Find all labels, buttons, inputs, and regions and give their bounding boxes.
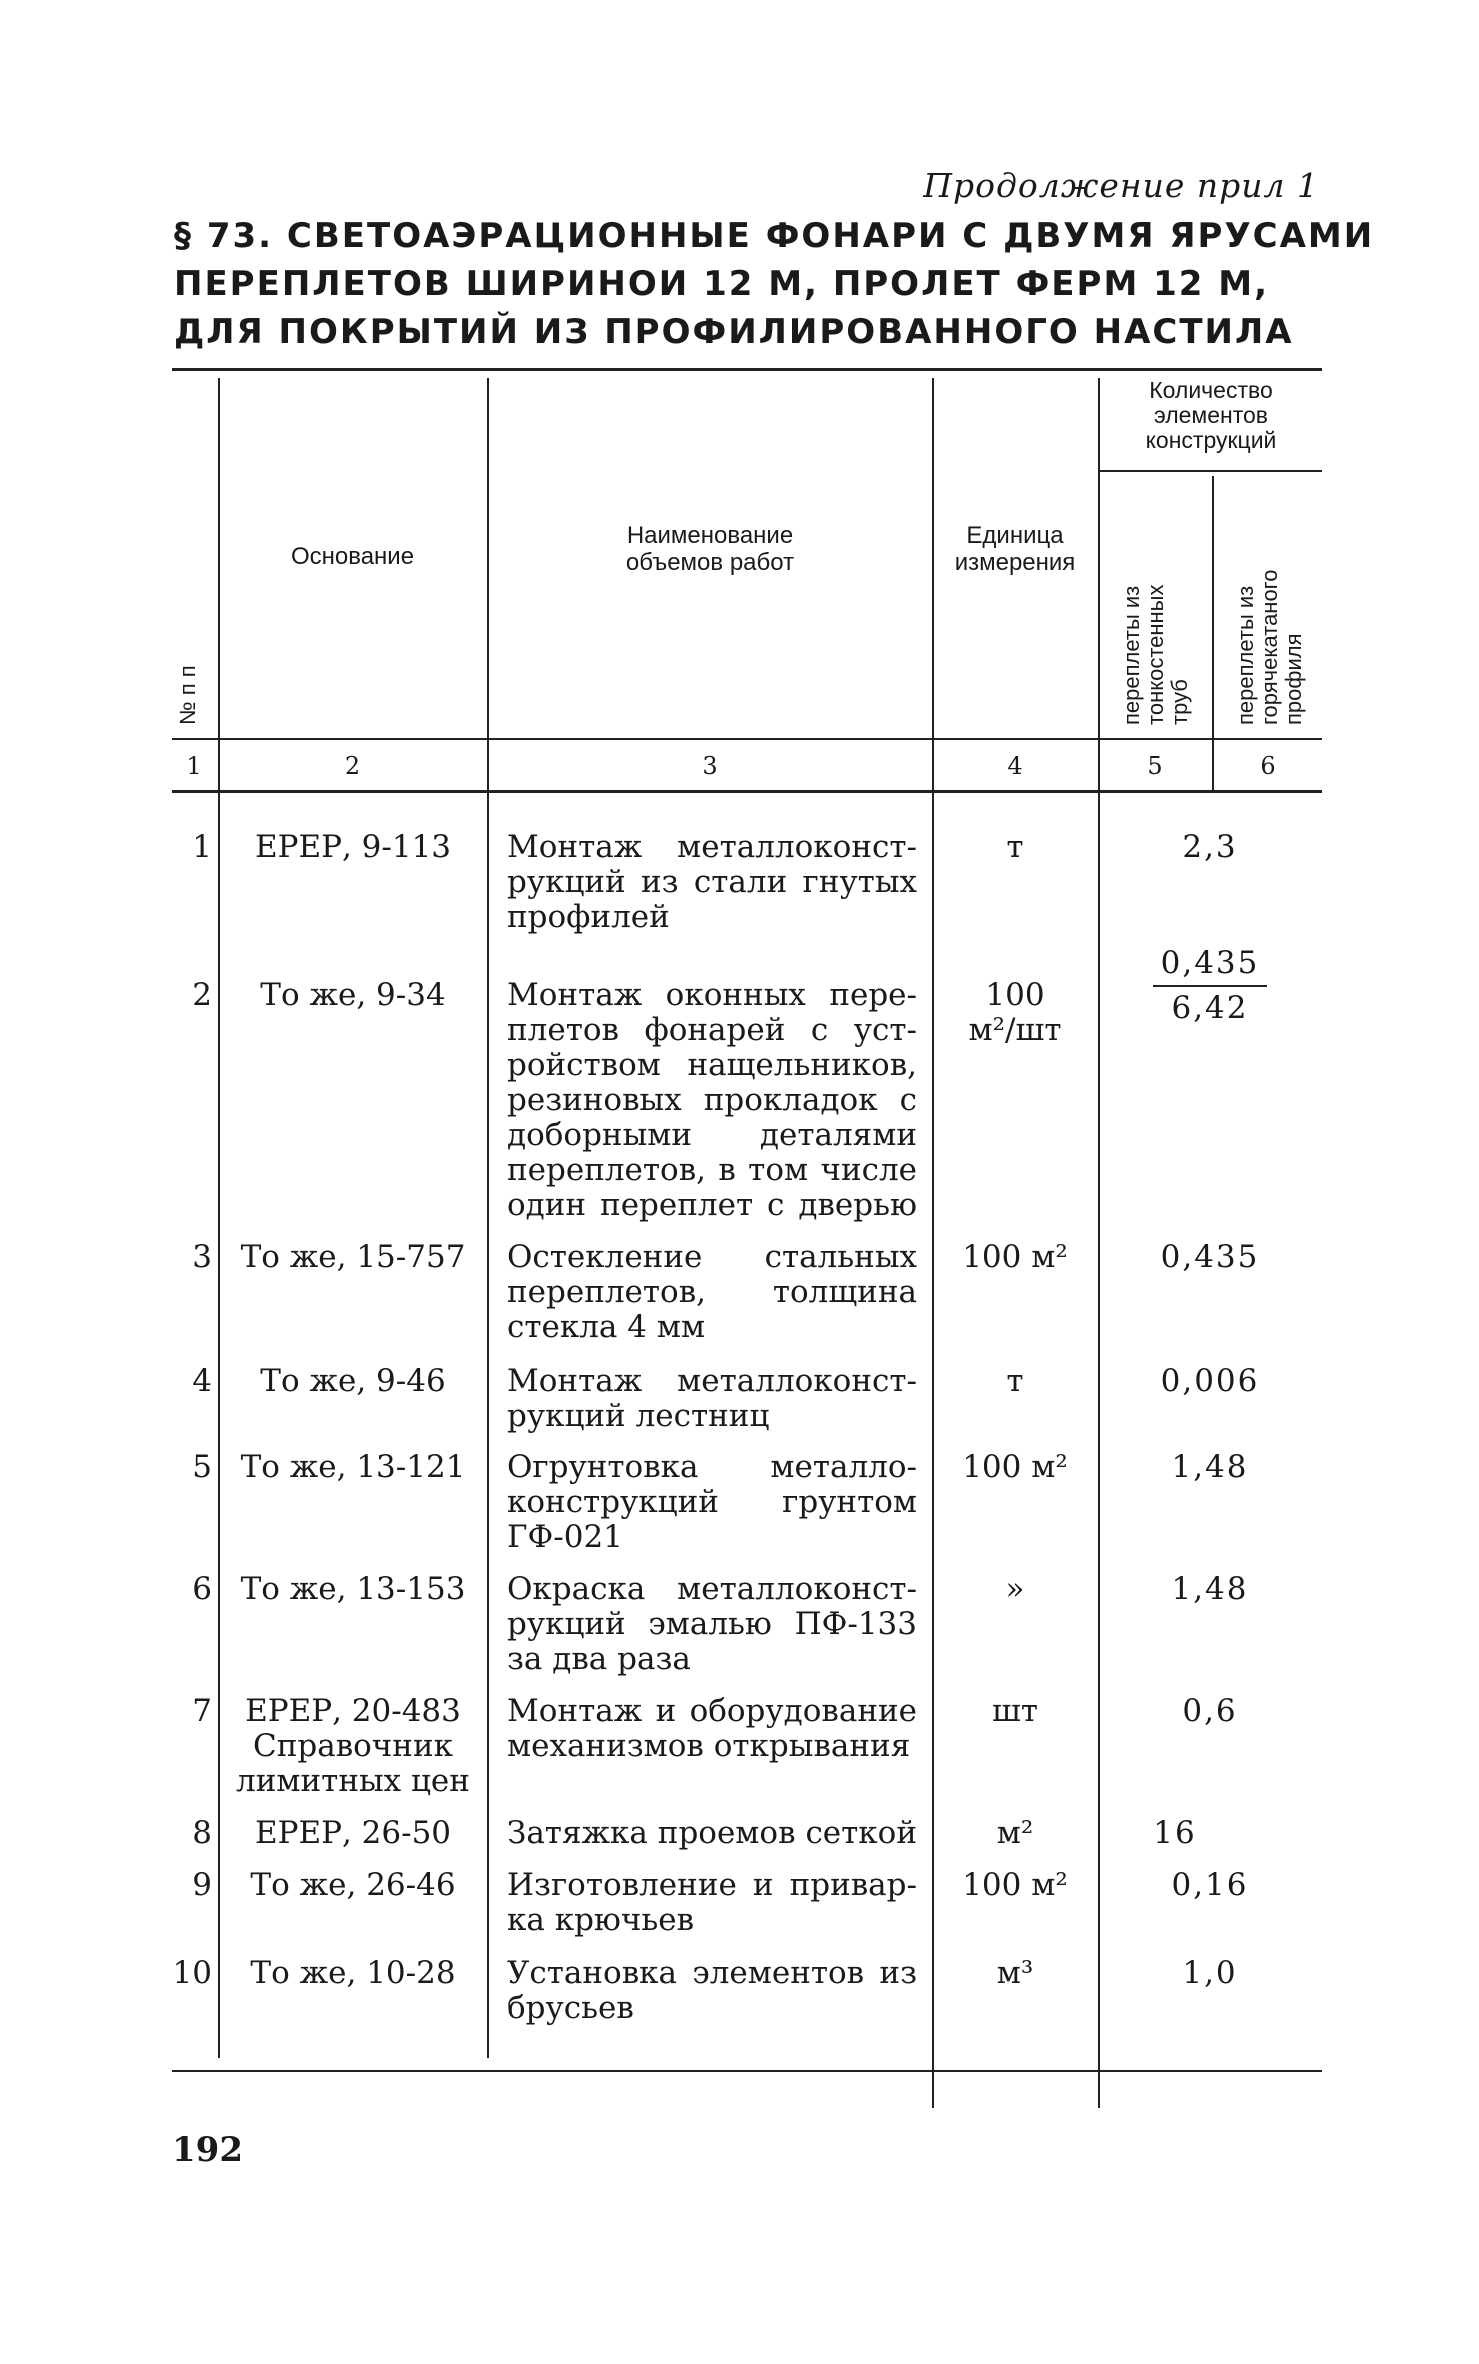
header-quantity-line: конструкций (1145, 427, 1277, 453)
work-cell (507, 1694, 917, 1764)
work-line: резиновых прокладок с (507, 1082, 917, 1118)
table-top-rule (172, 368, 1322, 371)
work-line: переплетов, толщина (507, 1274, 917, 1310)
basis-cell (228, 1450, 478, 1485)
unit-line: м² (996, 1815, 1034, 1851)
work-line: Монтаж металлоконст- (507, 1363, 917, 1399)
work-cell (507, 978, 917, 1223)
work-line: Монтаж металлоконст- (507, 829, 917, 865)
basis-line: лимитных цен (236, 1763, 470, 1799)
row-number: 6 (192, 1571, 212, 1607)
row-number: 8 (192, 1815, 212, 1851)
basis-cell (228, 1868, 478, 1903)
header-subcol-5-line: труб (1167, 679, 1192, 725)
unit-line: м²/шт (968, 1012, 1062, 1048)
header-subcol-5 (1120, 585, 1192, 726)
column-number: 1 (186, 752, 202, 780)
basis-line: То же, 13-121 (240, 1449, 466, 1485)
work-line: ка крючьев (507, 1902, 695, 1938)
header-unit (934, 522, 1096, 576)
title-line: ПЕРЕПЛЕТОВ ШИРИНОИ 12 М, ПРОЛЕТ ФЕРМ 12 М, (174, 264, 1270, 304)
work-line: стекла 4 мм (507, 1309, 706, 1345)
header-unit-line: Единица (966, 522, 1064, 549)
work-line: рукций лестниц (507, 1398, 770, 1434)
unit-line: » (1005, 1571, 1025, 1607)
work-cell (507, 1450, 917, 1555)
basis-line: ЕРЕР, 20-483 (245, 1693, 461, 1729)
work-line: Установка элементов из (507, 1955, 917, 1991)
header-work-line: объемов работ (625, 549, 795, 576)
header-quantity-line: Количество (1149, 377, 1273, 403)
column-number: 5 (1147, 752, 1163, 780)
unit-cell (940, 1816, 1090, 1851)
work-line: Окраска металлоконст- (507, 1571, 917, 1607)
header-work-line: Наименование (626, 522, 794, 549)
section-title (174, 212, 1375, 356)
work-line: один переплет с дверью (507, 1187, 917, 1223)
basis-line: Справочник (252, 1728, 454, 1764)
table-bottom-rule (172, 2070, 1322, 2072)
basis-cell (228, 830, 478, 865)
work-line: Огрунтовка металло- (507, 1449, 917, 1485)
header-quantity-line: элементов (1153, 402, 1269, 428)
work-line: рукций эмалью ПФ-133 (507, 1606, 917, 1642)
row-number: 9 (192, 1867, 212, 1903)
basis-cell (228, 1956, 478, 1991)
work-line: Затяжка проемов сеткой (507, 1815, 917, 1851)
unit-cell (940, 1240, 1090, 1275)
column-number: 6 (1260, 752, 1276, 780)
work-cell (507, 1364, 917, 1434)
unit-line: 100 (985, 977, 1045, 1013)
header-bottom-rule (172, 738, 1322, 740)
column-divider (487, 378, 489, 2058)
header-subcol-6-line: переплеты из (1233, 585, 1258, 725)
title-line: ДЛЯ ПОКРЫТИЙ ИЗ ПРОФИЛИРОВАННОГО НАСТИЛА (174, 312, 1294, 352)
unit-cell (940, 1450, 1090, 1485)
header-subcol-6-line: горячекатаного (1257, 569, 1282, 725)
quantity-numerator: 0,435 (1153, 946, 1268, 987)
quantity-cell: 1,0 (1182, 1955, 1238, 1991)
header-subcol-5-line: переплеты из (1119, 585, 1144, 725)
quantity-cell: 1,48 (1171, 1449, 1249, 1485)
work-line: Остекление стальных (507, 1239, 917, 1275)
header-subcol-5-line: тонкостенных (1143, 584, 1168, 725)
basis-line: ЕРЕР, 9-113 (254, 829, 452, 865)
basis-line: То же, 9-46 (260, 1363, 446, 1399)
row-number: 10 (172, 1955, 212, 1991)
header-subcol-6-line: профиля (1281, 633, 1306, 725)
unit-cell (940, 1956, 1090, 1991)
unit-cell (940, 1364, 1090, 1399)
unit-line: 100 м² (962, 1239, 1068, 1275)
quantity-cell: 2,3 (1182, 829, 1238, 865)
column-divider (932, 378, 934, 2108)
basis-cell (228, 978, 478, 1013)
unit-line: 100 м² (962, 1449, 1068, 1485)
unit-line: т (1006, 829, 1024, 865)
quantity-cell: 0,6 (1182, 1693, 1238, 1729)
work-line: рукций из стали гнутых (507, 864, 917, 900)
quantity-cell: 0,435 (1160, 1239, 1260, 1275)
column-number: 4 (1007, 752, 1023, 780)
header-subcol-6 (1234, 570, 1306, 725)
subheader-rule (1100, 470, 1322, 472)
work-line: профилей (507, 899, 670, 935)
work-cell (507, 1816, 917, 1851)
unit-line: т (1006, 1363, 1024, 1399)
unit-cell (940, 830, 1090, 865)
basis-cell (228, 1816, 478, 1851)
work-line: доборными деталями (507, 1117, 917, 1153)
work-line: брусьев (507, 1990, 634, 2026)
page-number: 192 (172, 2130, 243, 2170)
column-number: 2 (344, 752, 361, 780)
unit-cell (940, 1694, 1090, 1729)
basis-line: ЕРЕР, 26-50 (254, 1815, 452, 1851)
work-cell (507, 1868, 917, 1938)
header-work (490, 522, 930, 576)
work-line: Изготовление и привар- (507, 1867, 917, 1903)
work-line: переплетов, в том числе (507, 1152, 917, 1188)
header-basis: Основание (290, 543, 415, 570)
work-line: за два раза (507, 1641, 691, 1677)
unit-line: шт (992, 1693, 1038, 1729)
unit-cell (940, 1868, 1090, 1903)
row-number: 7 (192, 1693, 212, 1729)
work-line: Монтаж и оборудование (507, 1693, 917, 1729)
unit-line: 100 м² (962, 1867, 1068, 1903)
header-num: № п п (175, 665, 200, 725)
work-cell (507, 1572, 917, 1677)
column-divider (218, 378, 220, 2058)
quantity-denominator: 6,42 (1171, 990, 1249, 1026)
work-line: плетов фонарей с уст- (507, 1012, 917, 1048)
basis-line: То же, 10-28 (250, 1955, 456, 1991)
column-number: 3 (702, 752, 718, 780)
continuation-note: Продолжение прил 1 (923, 166, 1319, 205)
row-number: 3 (192, 1239, 212, 1275)
unit-cell (940, 978, 1090, 1048)
quantity-cell: 1,48 (1171, 1571, 1249, 1607)
basis-cell (228, 1240, 478, 1275)
quantity-cell: 0,16 (1171, 1867, 1249, 1903)
basis-line: То же, 13-153 (240, 1571, 466, 1607)
header-unit-line: измерения (954, 549, 1076, 576)
unit-cell (940, 1572, 1090, 1607)
quantity-cell: 0,006 (1160, 1363, 1260, 1399)
basis-line: То же, 15-757 (240, 1239, 466, 1275)
row-number: 1 (192, 829, 212, 865)
title-line: § 73. СВЕТОАЭРАЦИОННЫЕ ФОНАРИ С ДВУМЯ ЯРУСАМИ (174, 216, 1375, 256)
work-line: ройством нащельников, (507, 1047, 917, 1083)
work-line: механизмов открывания (507, 1728, 911, 1764)
work-line: Монтаж оконных пере- (507, 977, 917, 1013)
column-divider (1212, 476, 1214, 790)
work-line: ГФ-021 (507, 1519, 623, 1555)
basis-cell (228, 1572, 478, 1607)
basis-cell (228, 1364, 478, 1399)
work-cell (507, 1240, 917, 1345)
basis-line: То же, 26-46 (250, 1867, 456, 1903)
work-line: конструкций грунтом (507, 1484, 917, 1520)
colnum-bottom-rule (172, 790, 1322, 793)
work-cell (507, 1956, 917, 2026)
row-number: 5 (192, 1449, 212, 1485)
row-number: 2 (192, 977, 212, 1013)
header-quantity (1100, 378, 1322, 453)
work-cell (507, 830, 917, 935)
quantity-cell: 16 (1153, 1815, 1197, 1851)
basis-line: То же, 9-34 (260, 977, 446, 1013)
quantity-fraction (1100, 946, 1320, 1026)
row-number: 4 (192, 1363, 212, 1399)
unit-line: м³ (996, 1955, 1034, 1991)
basis-cell (228, 1694, 478, 1799)
